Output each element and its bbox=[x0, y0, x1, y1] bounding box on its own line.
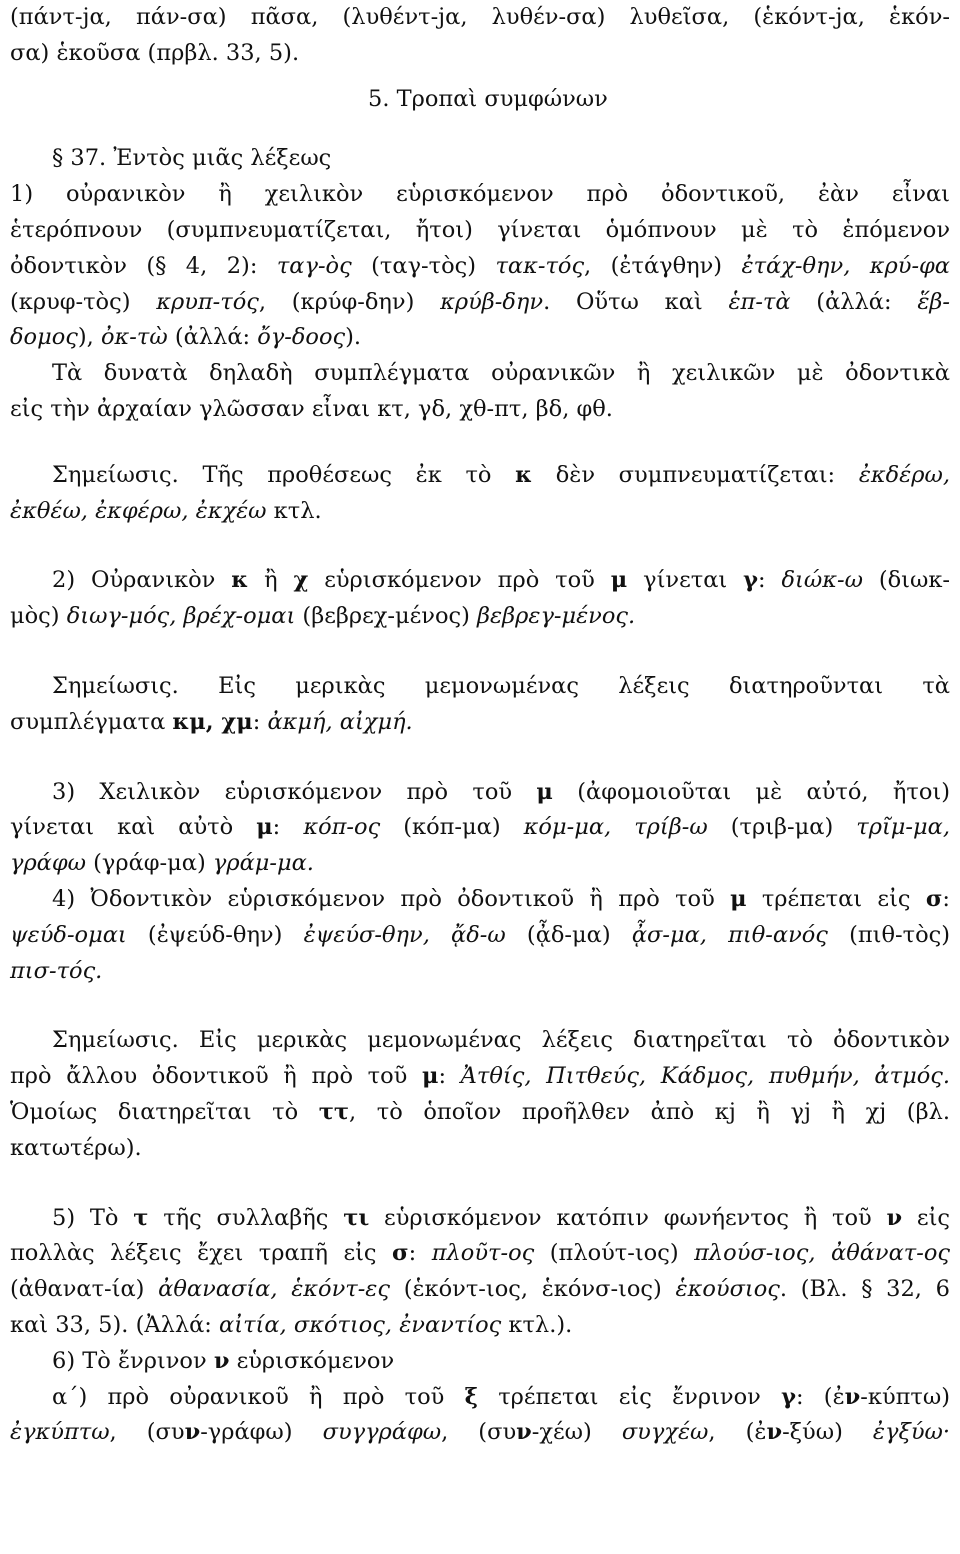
rule-5-line-1: 5) Τὸ τ τῆς συλλαβῆς τι εὑρισκόμενον κατόπιν φωνήεντος ἢ τοῦ ν εἰς bbox=[52, 1204, 951, 1231]
section-heading: 5. Τροπαὶ συμφώνων bbox=[368, 85, 608, 112]
note-3-line-1: Σημείωσις. Εἰς μερικὰς μεμονωμένας λέξεις διατηρεῖται τὸ ὀδοντικὸν bbox=[52, 1027, 950, 1054]
note-1-line-1: Σημείωσις. Τῆς προθέσεως ἐκ τὸ κ δὲν συμπνευματίζεται: ἐκδέρω, bbox=[52, 461, 950, 488]
rule-3-line-1: 3) Χειλικὸν εὑρισκόμενον πρὸ τοῦ μ (ἀφομοιοῦται μὲ αὐτό, ἤτοι) bbox=[52, 778, 950, 805]
rule-3-line-3: γράφω (γράφ-μα) γράμ-μα. bbox=[10, 850, 314, 877]
rule-1-summary-line-2: εἰς τὴν ἀρχαίαν γλῶσσαν εἶναι κτ, γδ, χθ-πτ, βδ, φθ. bbox=[10, 395, 613, 422]
rule-4-line-3: πισ-τός. bbox=[10, 957, 103, 984]
paragraph-37-title: § 37. Ἐντὸς μιᾶς λέξεως bbox=[52, 145, 332, 172]
note-2-line-2: συμπλέγματα κμ, χμ: ἀκμή, αἰχμή. bbox=[10, 708, 413, 735]
note-3-line-2: πρὸ ἄλλου ὀδοντικοῦ ἢ πρὸ τοῦ μ: Ἀτθίς, Πιτθεύς, Κάδμος, πυθμήν, ἀτμός. bbox=[10, 1063, 950, 1090]
rule-4-line-1: 4) Ὀδοντικὸν εὑρισκόμενον πρὸ ὀδοντικοῦ ἢ πρὸ τοῦ μ τρέπεται εἰς σ: bbox=[52, 885, 950, 912]
rule-3-line-2: γίνεται καὶ αὐτὸ μ: κόπ-ος (κόπ-μα) κόμ-μα, τρίβ-ω (τριβ-μα) τρῖμ-μα, bbox=[10, 814, 950, 841]
rule-6-line-3: ἐγκύπτω, (συν-γράφω) συγγράφω, (συν-χέω) συγχέω, (ἐν-ξύω) ἐγξύω· bbox=[10, 1419, 951, 1446]
rule-6-line-1: 6) Τὸ ἔνρινον ν εὑρισκόμενον bbox=[52, 1347, 395, 1374]
top-line-1: (πάντ-jα, πάν-σα) πᾶσα, (λυθέντ-jα, λυθέν-σα) λυθεῖσα, (ἑκόντ-jα, ἑκόν- bbox=[10, 4, 950, 30]
rule-1-summary-line-1: Τὰ δυνατὰ δηλαδὴ συμπλέγματα οὐρανικῶν ἢ χειλικῶν μὲ ὀδοντικὰ bbox=[52, 360, 950, 387]
note-3-line-4: κατωτέρω). bbox=[10, 1134, 142, 1161]
rule-5-line-4: καὶ 33, 5). (Ἀλλά: αἰτία, σκότιος, ἐναντίος κτλ.). bbox=[10, 1311, 573, 1338]
rule-1-line-5: δομος), ὀκ-τὼ (ἀλλά: ὄγ-δοος). bbox=[10, 324, 362, 351]
top-line-2: σα) ἑκοῦσα (πρβλ. 33, 5). bbox=[10, 39, 300, 66]
rule-1-line-1: 1) οὐρανικὸν ἢ χειλικὸν εὑρισκόμενον πρὸ ὀδοντικοῦ, ἐὰν εἶναι bbox=[10, 181, 950, 208]
rule-4-line-2: ψεύδ-ομαι (ἐψεύδ-θην) ἐψεύσ-θην, ᾄδ-ω (ᾆδ-μα) ᾆσ-μα, πιθ-ανός (πιθ-τὸς) bbox=[10, 921, 950, 948]
rule-6-line-2: α΄) πρὸ οὐρανικοῦ ἢ πρὸ τοῦ ξ τρέπεται εἰς ἔνρινον γ: (ἐν-κύπτω) bbox=[52, 1383, 950, 1410]
rule-5-line-3: (ἀθανατ-ία) ἀθανασία, ἑκόντ-ες (ἑκόντ-ιος, ἑκόνσ-ιος) ἑκούσιος. (Βλ. § 32, 6 bbox=[10, 1276, 950, 1303]
rule-1-line-3: ὀδοντικὸν (§ 4, 2): ταγ-ὸς (ταγ-τὸς) τακ-τός, (ἐτάγθην) ἐτάχ-θην, κρύ-φα bbox=[10, 252, 951, 279]
rule-2-line-1: 2) Οὐρανικὸν κ ἢ χ εὑρισκόμενον πρὸ τοῦ μ γίνεται γ: διώκ-ω (διωκ- bbox=[52, 567, 951, 594]
rule-2-line-2: μὸς) διωγ-μός, βρέχ-ομαι (βεβρεχ-μένος) βεβρεγ-μένος. bbox=[10, 603, 636, 630]
rule-1-line-2: ἑτερόπνουν (συμπνευματίζεται, ἤτοι) γίνεται ὁμόπνουν μὲ τὸ ἑπόμενον bbox=[10, 216, 950, 243]
note-1-line-2: ἐκθέω, ἐκφέρω, ἐκχέω κτλ. bbox=[10, 497, 322, 524]
rule-5-line-2: πολλὰς λέξεις ἔχει τραπῆ εἰς σ: πλοῦτ-ος (πλούτ-ιος) πλούσ-ιος, ἀθάνατ-ος bbox=[10, 1240, 951, 1267]
note-3-line-3: Ὁμοίως διατηρεῖται τὸ ττ, τὸ ὁποῖον προῆλθεν ἀπὸ κj ἢ γj ἢ χj (βλ. bbox=[10, 1098, 950, 1125]
note-2-line-1: Σημείωσις. Εἰς μερικὰς μεμονωμένας λέξεις διατηροῦνται τὰ bbox=[52, 672, 950, 699]
rule-1-line-4: (κρυφ-τὸς) κρυπ-τός, (κρύφ-δην) κρύβ-δην. Οὕτω καὶ ἑπ-τὰ (ἀλλά: ἕβ- bbox=[10, 288, 950, 315]
